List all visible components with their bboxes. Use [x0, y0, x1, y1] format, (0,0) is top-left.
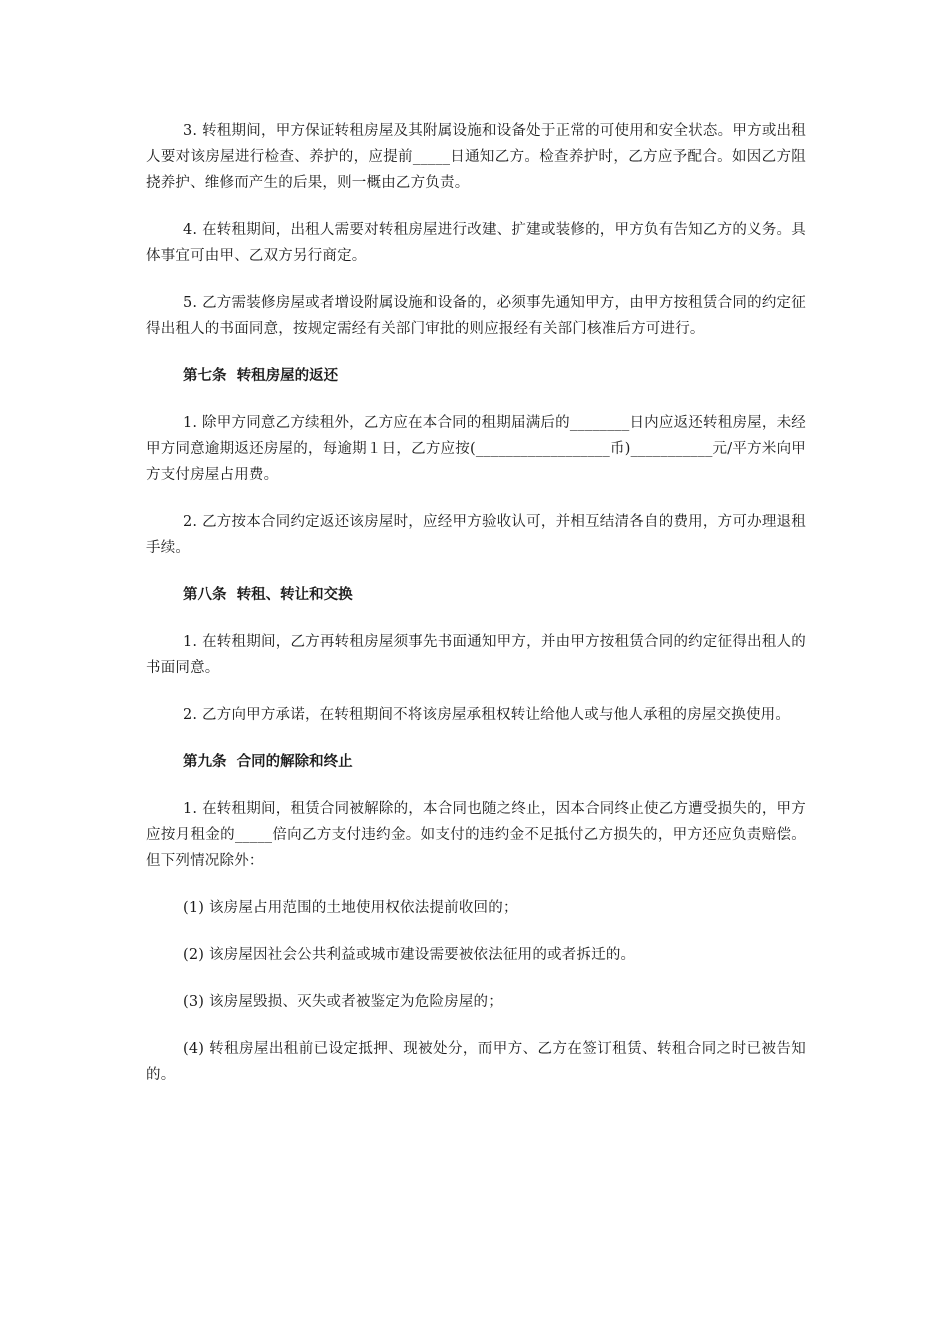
document-page — [146, 118, 806, 1109]
paragraph-7-2: 2. 乙方按本合同约定返还该房屋时，应经甲方验收认可，并相互结清各自的费用，方可办理退租手续。 — [146, 514, 806, 556]
paragraph-6-4: 4. 在转租期间，出租人需要对转租房屋进行改建、扩建或装修的，甲方负有告知乙方的义务。具体事宜可由甲、乙双方另行商定。 — [146, 222, 806, 264]
exception-item-4: (4) 转租房屋出租前已设定抵押、现被处分，而甲方、乙方在签订租赁、转租合同之时已被告知的。 — [146, 1041, 806, 1083]
paragraph-7-1: 1. 除甲方同意乙方续租外，乙方应在本合同的租期届满后的________日内应返还转租房屋，未经甲方同意逾期返还房屋的，每逾期１日，乙方应按(__________________币)___________元/平方米向甲方支付房屋占用费。 — [146, 415, 806, 483]
exception-item-3: (3) 该房屋毁损、灭失或者被鉴定为危险房屋的； — [183, 994, 503, 1010]
paragraph-6-3: 3. 转租期间，甲方保证转租房屋及其附属设施和设备处于正常的可使用和安全状态。甲方或出租人要对该房屋进行检查、养护的，应提前_____日通知乙方。检查养护时，乙方应予配合。如因乙方阻挠养护、维修而产生的后果，则一概由乙方负责。 — [146, 123, 806, 191]
paragraph-8-2: 2. 乙方向甲方承诺，在转租期间不将该房屋承租权转让给他人或与他人承租的房屋交换使用。 — [183, 707, 791, 723]
paragraph-8-1: 1. 在转租期间，乙方再转租房屋须事先书面通知甲方，并由甲方按租赁合同的约定征得出租人的书面同意。 — [146, 634, 806, 676]
paragraph-9-1: 1. 在转租期间，租赁合同被解除的，本合同也随之终止，因本合同终止使乙方遭受损失的，甲方应按月租金的_____倍向乙方支付违约金。如支付的违约金不足抵付乙方损失的，甲方还应负责赔偿。但下列情况除外： — [146, 801, 806, 869]
exception-item-1: (1) 该房屋占用范围的土地使用权依法提前收回的； — [183, 900, 518, 916]
exception-item-2: (2) 该房屋因社会公共利益或城市建设需要被依法征用的或者拆迁的。 — [183, 947, 636, 963]
article-8-heading: 第八条 转租、转让和交换 — [183, 587, 353, 603]
paragraph-6-5: 5. 乙方需装修房屋或者增设附属设施和设备的，必须事先通知甲方，由甲方按租赁合同的约定征得出租人的书面同意，按规定需经有关部门审批的则应报经有关部门核准后方可进行。 — [146, 295, 806, 337]
article-7-heading: 第七条 转租房屋的返还 — [183, 368, 339, 384]
article-9-heading: 第九条 合同的解除和终止 — [183, 754, 353, 770]
